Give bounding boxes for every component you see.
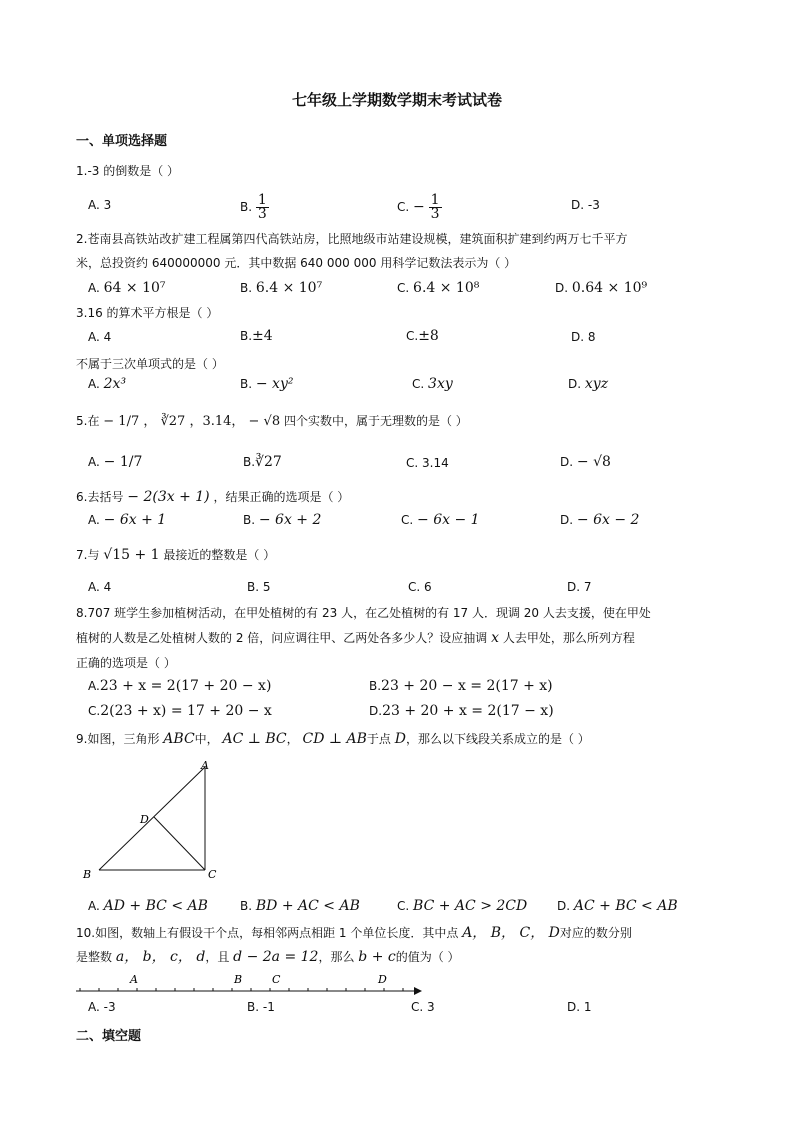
q10-option-d: D. 1 [567, 1000, 592, 1014]
q8-stem-line3: 正确的选项是（ ） [76, 656, 176, 670]
q1-option-a: A. 3 [88, 198, 112, 212]
q7-stem: 7.与 √15 + 1 最接近的整数是（ ） [76, 547, 276, 563]
axis-label-d: D [378, 973, 387, 986]
q4-option-d: D. xyz [568, 376, 609, 392]
segment-cd [154, 817, 205, 870]
q7-option-c: C. 6 [408, 580, 432, 594]
axis-label-b: B [234, 973, 243, 986]
q8-option-b: B.23 + 20 − x = 2(17 + x) [369, 678, 553, 694]
section-heading-single-choice: 一、单项选择题 [76, 134, 168, 149]
q6-option-d: D. − 6x − 2 [560, 512, 640, 528]
exam-title: 七年级上学期数学期末考试试卷 [291, 91, 502, 109]
segment-ab [99, 767, 205, 870]
q2-stem-line2: 米，总投资约 640000000 元．其中数据 640 000 000 用科学记数法表示为（ ） [76, 256, 517, 270]
q10-number-line-figure [76, 972, 436, 998]
q10-option-c: C. 3 [411, 1000, 435, 1014]
q9-option-b: B. BD + AC < AB [240, 898, 360, 914]
q5-option-d: D. − √8 [560, 454, 611, 470]
q7-option-b: B. 5 [247, 580, 271, 594]
label-c: C [208, 868, 217, 881]
q2-stem-line1: 2.苍南县高铁站改扩建工程属第四代高铁站房，比照地级市站建设规模，建筑面积扩建到约两万七千平方 [76, 232, 628, 246]
label-b: B [83, 868, 92, 881]
q5-stem: 5.在 − 1/7 ， ∛27 ，3.14， − √8 四个实数中，属于无理数的是（ ） [76, 414, 468, 429]
number-line-labels [129, 973, 387, 986]
q7-option-d: D. 7 [567, 580, 592, 594]
q7-option-a: A. 4 [88, 580, 112, 594]
label-a: A [201, 759, 209, 772]
q4-option-b: B. − xy² [240, 376, 294, 392]
q10-stem-line1: 10.如图，数轴上有假设干个点，每相邻两点相距 1 个单位长度．其中点 A， B， C， D对应的数分别 [76, 925, 632, 941]
q4-option-a: A. 2x³ [88, 376, 127, 392]
q2-option-b: B. 6.4 × 10⁷ [240, 280, 323, 296]
q3-stem: 3.16 的算术平方根是（ ） [76, 306, 219, 320]
q2-option-a: A. 64 × 10⁷ [88, 280, 166, 296]
q4-option-c: C. 3xy [412, 376, 453, 392]
q10-stem-line2: 是整数 a， b， c， d，且 d − 2a = 12，那么 b + c的值为（ ） [76, 949, 460, 965]
q3-option-b: B.±4 [240, 328, 273, 344]
q10-option-b: B. -1 [247, 1000, 275, 1014]
q10-option-a: A. -3 [88, 1000, 116, 1014]
section-heading-fill-in: 二、填空题 [76, 1029, 142, 1044]
q8-stem-line1: 8.707 班学生参加植树活动，在甲处植树的有 23 人，在乙处植树的有 17 人．现调 20 人去支援，使在甲处 [76, 606, 651, 620]
q9-stem: 9.如图，三角形 ABC中， AC ⊥ BC， CD ⊥ AB于点 D，那么以下线段关系成立的是（ ） [76, 731, 590, 747]
q6-option-c: C. − 6x − 1 [401, 512, 480, 528]
q8-option-c: C.2(23 + x) = 17 + 20 − x [88, 703, 272, 719]
q8-option-d: D.23 + 20 + x = 2(17 − x) [369, 703, 554, 719]
q5-option-c: C. 3.14 [406, 456, 449, 470]
q6-stem: 6.去括号 − 2(3x + 1) ，结果正确的选项是（ ） [76, 489, 350, 505]
q5-option-a: A. − 1/7 [88, 454, 143, 470]
axis-label-c: C [272, 973, 281, 986]
q8-option-a: A.23 + x = 2(17 + 20 − x) [88, 678, 272, 694]
q9-option-d: D. AC + BC < AB [557, 898, 678, 914]
q6-option-a: A. − 6x + 1 [88, 512, 167, 528]
q4-stem: 不属于三次单项式的是（ ） [76, 357, 224, 371]
q1-option-c: C. − $\frac{1}{3}$ [397, 192, 440, 222]
label-d: D [140, 813, 149, 826]
number-line-arrow [414, 987, 422, 995]
q3-option-d: D. 8 [571, 330, 596, 344]
q2-option-c: C. 6.4 × 10⁸ [397, 280, 480, 296]
q6-option-b: B. − 6x + 2 [243, 512, 322, 528]
q9-triangle-figure [78, 757, 218, 881]
q5-option-b: B.∛27 [243, 454, 282, 470]
axis-label-a: A [130, 973, 138, 986]
q1-option-d: D. -3 [571, 198, 600, 212]
q3-option-c: C.±8 [406, 328, 439, 344]
q3-option-a: A. 4 [88, 330, 112, 344]
q1-stem: 1.-3 的倒数是（ ） [76, 164, 180, 178]
q2-option-d: D. 0.64 × 10⁹ [555, 280, 648, 296]
q8-stem-line2: 植树的人数是乙处植树人数的 2 倍，问应调往甲、乙两处各多少人？设应抽调 x 人去甲处，那么所列方程 [76, 630, 635, 646]
q9-option-c: C. BC + AC > 2CD [397, 898, 528, 914]
q9-option-a: A. AD + BC < AB [88, 898, 208, 914]
q1-option-b: B. $\frac{1}{3}$ [240, 192, 267, 222]
